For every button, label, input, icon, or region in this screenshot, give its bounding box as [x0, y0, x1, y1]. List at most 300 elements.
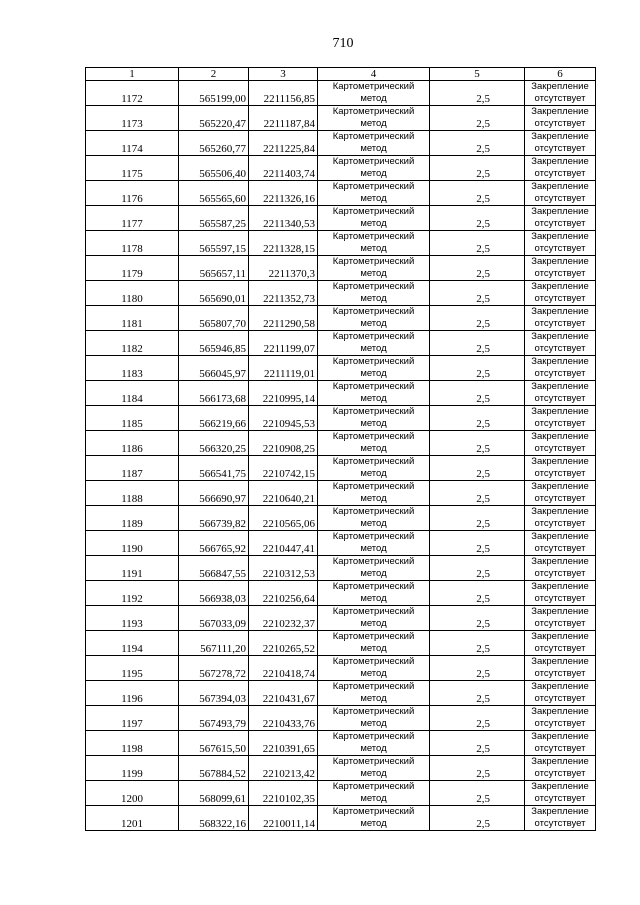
y-coordinate-cell: 2210011,14	[249, 806, 318, 831]
fixation-text-line: отсутствует	[534, 118, 586, 129]
method-cell	[318, 381, 430, 406]
fixation-cell	[525, 206, 596, 231]
point-number-cell: 1173	[86, 106, 179, 131]
x-coordinate-cell: 567394,03	[179, 681, 249, 706]
method-text-line: метод	[360, 193, 387, 204]
x-coordinate-cell: 567111,20	[179, 631, 249, 656]
y-coordinate-cell: 2211340,53	[249, 206, 318, 231]
method-text-line: метод	[360, 168, 387, 179]
fixation-text-line: Закрепление	[531, 281, 589, 292]
point-number-cell: 1193	[86, 606, 179, 631]
fixation-text-line: отсутствует	[534, 493, 586, 504]
y-coordinate-cell: 2210433,76	[249, 706, 318, 731]
accuracy-cell: 2,5	[430, 306, 525, 331]
x-coordinate-cell: 565807,70	[179, 306, 249, 331]
method-text-line: Картометрический	[332, 406, 415, 417]
accuracy-cell: 2,5	[430, 206, 525, 231]
method-text-line: Картометрический	[332, 606, 415, 617]
method-text-line: Картометрический	[332, 256, 415, 267]
y-coordinate-cell: 2210995,14	[249, 381, 318, 406]
y-coordinate-cell: 2210213,42	[249, 756, 318, 781]
method-text-line: метод	[360, 368, 387, 379]
point-number-cell: 1176	[86, 181, 179, 206]
point-number-cell: 1192	[86, 581, 179, 606]
x-coordinate-cell: 567615,50	[179, 731, 249, 756]
fixation-text-line: отсутствует	[534, 143, 586, 154]
method-cell	[318, 656, 430, 681]
fixation-text-line: Закрепление	[531, 106, 589, 117]
method-text-line: метод	[360, 393, 387, 404]
x-coordinate-cell: 565657,11	[179, 256, 249, 281]
method-text-line: метод	[360, 618, 387, 629]
accuracy-cell: 2,5	[430, 556, 525, 581]
fixation-text-line: Закрепление	[531, 81, 589, 92]
fixation-text-line: Закрепление	[531, 306, 589, 317]
fixation-cell	[525, 706, 596, 731]
table-row	[86, 531, 596, 556]
method-text-line: Картометрический	[332, 506, 415, 517]
x-coordinate-cell: 565260,77	[179, 131, 249, 156]
fixation-text-line: отсутствует	[534, 743, 586, 754]
fixation-text-line: отсутствует	[534, 193, 586, 204]
method-text-line: метод	[360, 443, 387, 454]
method-text-line: метод	[360, 268, 387, 279]
method-text-line: метод	[360, 343, 387, 354]
method-text-line: Картометрический	[332, 531, 415, 542]
y-coordinate-cell: 2210565,06	[249, 506, 318, 531]
method-text-line: метод	[360, 593, 387, 604]
accuracy-cell: 2,5	[430, 631, 525, 656]
x-coordinate-cell: 568322,16	[179, 806, 249, 831]
table-row	[86, 606, 596, 631]
accuracy-cell: 2,5	[430, 381, 525, 406]
fixation-text-line: отсутствует	[534, 793, 586, 804]
x-coordinate-cell: 568099,61	[179, 781, 249, 806]
point-number-cell: 1194	[86, 631, 179, 656]
accuracy-cell: 2,5	[430, 431, 525, 456]
fixation-cell	[525, 631, 596, 656]
y-coordinate-cell: 2211370,3	[249, 256, 318, 281]
method-text-line: Картометрический	[332, 206, 415, 217]
fixation-cell	[525, 131, 596, 156]
fixation-text-line: Закрепление	[531, 731, 589, 742]
fixation-cell	[525, 231, 596, 256]
method-text-line: Картометрический	[332, 106, 415, 117]
accuracy-cell: 2,5	[430, 481, 525, 506]
fixation-text-line: отсутствует	[534, 768, 586, 779]
method-text-line: Картометрический	[332, 181, 415, 192]
fixation-cell	[525, 81, 596, 106]
table-row	[86, 481, 596, 506]
y-coordinate-cell: 2211403,74	[249, 156, 318, 181]
fixation-text-line: отсутствует	[534, 268, 586, 279]
method-text-line: Картометрический	[332, 331, 415, 342]
fixation-text-line: Закрепление	[531, 756, 589, 767]
fixation-text-line: Закрепление	[531, 431, 589, 442]
fixation-text-line: Закрепление	[531, 231, 589, 242]
y-coordinate-cell: 2210256,64	[249, 581, 318, 606]
method-text-line: Картометрический	[332, 431, 415, 442]
x-coordinate-cell: 565597,15	[179, 231, 249, 256]
table-row	[86, 406, 596, 431]
method-cell	[318, 131, 430, 156]
x-coordinate-cell: 565946,85	[179, 331, 249, 356]
table-row	[86, 506, 596, 531]
fixation-text-line: отсутствует	[534, 343, 586, 354]
accuracy-cell: 2,5	[430, 231, 525, 256]
point-number-cell: 1182	[86, 331, 179, 356]
method-text-line: метод	[360, 743, 387, 754]
fixation-cell	[525, 581, 596, 606]
table-row	[86, 581, 596, 606]
accuracy-cell: 2,5	[430, 806, 525, 831]
method-cell	[318, 106, 430, 131]
method-text-line: метод	[360, 468, 387, 479]
accuracy-cell: 2,5	[430, 781, 525, 806]
fixation-text-line: Закрепление	[531, 556, 589, 567]
point-number-cell: 1188	[86, 481, 179, 506]
table-row	[86, 756, 596, 781]
method-text-line: Картометрический	[332, 156, 415, 167]
y-coordinate-cell: 2210431,67	[249, 681, 318, 706]
y-coordinate-cell: 2211225,84	[249, 131, 318, 156]
y-coordinate-cell: 2211328,15	[249, 231, 318, 256]
method-cell	[318, 306, 430, 331]
method-text-line: метод	[360, 293, 387, 304]
method-cell	[318, 531, 430, 556]
fixation-text-line: отсутствует	[534, 718, 586, 729]
fixation-text-line: Закрепление	[531, 806, 589, 817]
method-text-line: метод	[360, 793, 387, 804]
fixation-text-line: Закрепление	[531, 631, 589, 642]
table-row	[86, 806, 596, 831]
point-number-cell: 1172	[86, 81, 179, 106]
y-coordinate-cell: 2210102,35	[249, 781, 318, 806]
point-number-cell: 1200	[86, 781, 179, 806]
method-cell	[318, 731, 430, 756]
fixation-text-line: отсутствует	[534, 643, 586, 654]
accuracy-cell: 2,5	[430, 456, 525, 481]
fixation-text-line: Закрепление	[531, 656, 589, 667]
method-cell	[318, 206, 430, 231]
fixation-text-line: Закрепление	[531, 531, 589, 542]
fixation-cell	[525, 781, 596, 806]
fixation-text-line: Закрепление	[531, 406, 589, 417]
fixation-cell	[525, 431, 596, 456]
accuracy-cell: 2,5	[430, 106, 525, 131]
method-cell	[318, 481, 430, 506]
fixation-text-line: отсутствует	[534, 518, 586, 529]
x-coordinate-cell: 567884,52	[179, 756, 249, 781]
x-coordinate-cell: 566541,75	[179, 456, 249, 481]
accuracy-cell: 2,5	[430, 81, 525, 106]
coordinates-table	[85, 67, 596, 831]
y-coordinate-cell: 2211326,16	[249, 181, 318, 206]
x-coordinate-cell: 567493,79	[179, 706, 249, 731]
method-text-line: метод	[360, 768, 387, 779]
fixation-text-line: Закрепление	[531, 706, 589, 717]
fixation-text-line: отсутствует	[534, 418, 586, 429]
method-cell	[318, 231, 430, 256]
method-text-line: метод	[360, 693, 387, 704]
fixation-text-line: отсутствует	[534, 443, 586, 454]
fixation-text-line: Закрепление	[531, 606, 589, 617]
fixation-text-line: отсутствует	[534, 93, 586, 104]
point-number-cell: 1175	[86, 156, 179, 181]
fixation-cell	[525, 331, 596, 356]
table-row	[86, 181, 596, 206]
accuracy-cell: 2,5	[430, 731, 525, 756]
table-row	[86, 331, 596, 356]
method-text-line: метод	[360, 93, 387, 104]
x-coordinate-cell: 565690,01	[179, 281, 249, 306]
fixation-cell	[525, 406, 596, 431]
method-cell	[318, 81, 430, 106]
fixation-cell	[525, 106, 596, 131]
x-coordinate-cell: 566765,92	[179, 531, 249, 556]
fixation-text-line: Закрепление	[531, 206, 589, 217]
method-cell	[318, 156, 430, 181]
accuracy-cell: 2,5	[430, 531, 525, 556]
y-coordinate-cell: 2210265,52	[249, 631, 318, 656]
table-row	[86, 356, 596, 381]
fixation-text-line: отсутствует	[534, 618, 586, 629]
y-coordinate-cell: 2211156,85	[249, 81, 318, 106]
method-text-line: Картометрический	[332, 731, 415, 742]
method-text-line: метод	[360, 568, 387, 579]
fixation-cell	[525, 756, 596, 781]
method-cell	[318, 406, 430, 431]
accuracy-cell: 2,5	[430, 506, 525, 531]
point-number-cell: 1197	[86, 706, 179, 731]
x-coordinate-cell: 567033,09	[179, 606, 249, 631]
fixation-cell	[525, 456, 596, 481]
fixation-text-line: отсутствует	[534, 593, 586, 604]
fixation-text-line: Закрепление	[531, 156, 589, 167]
y-coordinate-cell: 2211199,07	[249, 331, 318, 356]
method-text-line: метод	[360, 643, 387, 654]
x-coordinate-cell: 565587,25	[179, 206, 249, 231]
method-text-line: метод	[360, 418, 387, 429]
table-row	[86, 281, 596, 306]
fixation-cell	[525, 356, 596, 381]
fixation-text-line: Закрепление	[531, 131, 589, 142]
x-coordinate-cell: 566847,55	[179, 556, 249, 581]
accuracy-cell: 2,5	[430, 606, 525, 631]
method-cell	[318, 256, 430, 281]
point-number-cell: 1196	[86, 681, 179, 706]
y-coordinate-cell: 2210312,53	[249, 556, 318, 581]
table-row	[86, 681, 596, 706]
fixation-cell	[525, 256, 596, 281]
method-text-line: метод	[360, 543, 387, 554]
table-row	[86, 431, 596, 456]
method-cell	[318, 806, 430, 831]
point-number-cell: 1201	[86, 806, 179, 831]
table-row	[86, 631, 596, 656]
method-text-line: Картометрический	[332, 656, 415, 667]
fixation-text-line: отсутствует	[534, 318, 586, 329]
method-cell	[318, 581, 430, 606]
table-row	[86, 556, 596, 581]
method-text-line: Картометрический	[332, 306, 415, 317]
accuracy-cell: 2,5	[430, 156, 525, 181]
fixation-text-line: Закрепление	[531, 181, 589, 192]
accuracy-cell: 2,5	[430, 681, 525, 706]
table-row	[86, 81, 596, 106]
method-text-line: Картометрический	[332, 631, 415, 642]
table-row	[86, 131, 596, 156]
y-coordinate-cell: 2210447,41	[249, 531, 318, 556]
accuracy-cell: 2,5	[430, 281, 525, 306]
table-row	[86, 381, 596, 406]
point-number-cell: 1181	[86, 306, 179, 331]
y-coordinate-cell: 2210640,21	[249, 481, 318, 506]
y-coordinate-cell: 2210908,25	[249, 431, 318, 456]
table-row	[86, 106, 596, 131]
table-row	[86, 231, 596, 256]
x-coordinate-cell: 565199,00	[179, 81, 249, 106]
method-text-line: метод	[360, 668, 387, 679]
fixation-text-line: отсутствует	[534, 543, 586, 554]
fixation-text-line: отсутствует	[534, 668, 586, 679]
method-cell	[318, 431, 430, 456]
method-text-line: метод	[360, 318, 387, 329]
point-number-cell: 1199	[86, 756, 179, 781]
table-row	[86, 456, 596, 481]
point-number-cell: 1183	[86, 356, 179, 381]
point-number-cell: 1186	[86, 431, 179, 456]
method-cell	[318, 706, 430, 731]
table-row	[86, 781, 596, 806]
accuracy-cell: 2,5	[430, 706, 525, 731]
y-coordinate-cell: 2210391,65	[249, 731, 318, 756]
page-number: 710	[332, 36, 354, 51]
x-coordinate-cell: 566320,25	[179, 431, 249, 456]
method-text-line: метод	[360, 118, 387, 129]
point-number-cell: 1185	[86, 406, 179, 431]
fixation-text-line: отсутствует	[534, 693, 586, 704]
table-row	[86, 731, 596, 756]
accuracy-cell: 2,5	[430, 331, 525, 356]
method-cell	[318, 281, 430, 306]
fixation-cell	[525, 481, 596, 506]
method-text-line: метод	[360, 493, 387, 504]
x-coordinate-cell: 565565,60	[179, 181, 249, 206]
y-coordinate-cell: 2211119,01	[249, 356, 318, 381]
x-coordinate-cell: 566045,97	[179, 356, 249, 381]
x-coordinate-cell: 567278,72	[179, 656, 249, 681]
fixation-text-line: Закрепление	[531, 356, 589, 367]
method-text-line: Картометрический	[332, 581, 415, 592]
accuracy-cell: 2,5	[430, 656, 525, 681]
column-header-3: 3	[249, 68, 318, 81]
method-text-line: Картометрический	[332, 356, 415, 367]
method-text-line: метод	[360, 518, 387, 529]
column-header-6: 6	[525, 68, 596, 81]
point-number-cell: 1187	[86, 456, 179, 481]
x-coordinate-cell: 565220,47	[179, 106, 249, 131]
method-text-line: метод	[360, 143, 387, 154]
point-number-cell: 1177	[86, 206, 179, 231]
point-number-cell: 1179	[86, 256, 179, 281]
fixation-text-line: отсутствует	[534, 243, 586, 254]
table-body	[86, 81, 596, 831]
table-row	[86, 256, 596, 281]
fixation-cell	[525, 531, 596, 556]
fixation-text-line: отсутствует	[534, 168, 586, 179]
method-text-line: метод	[360, 218, 387, 229]
x-coordinate-cell: 566173,68	[179, 381, 249, 406]
fixation-text-line: Закрепление	[531, 581, 589, 592]
fixation-text-line: Закрепление	[531, 456, 589, 467]
method-cell	[318, 456, 430, 481]
fixation-text-line: отсутствует	[534, 293, 586, 304]
y-coordinate-cell: 2210232,37	[249, 606, 318, 631]
accuracy-cell: 2,5	[430, 581, 525, 606]
fixation-cell	[525, 656, 596, 681]
x-coordinate-cell: 565506,40	[179, 156, 249, 181]
point-number-cell: 1189	[86, 506, 179, 531]
method-cell	[318, 356, 430, 381]
table-row	[86, 706, 596, 731]
fixation-cell	[525, 681, 596, 706]
y-coordinate-cell: 2210418,74	[249, 656, 318, 681]
accuracy-cell: 2,5	[430, 756, 525, 781]
fixation-text-line: отсутствует	[534, 368, 586, 379]
x-coordinate-cell: 566739,82	[179, 506, 249, 531]
point-number-cell: 1191	[86, 556, 179, 581]
method-text-line: метод	[360, 818, 387, 829]
fixation-text-line: отсутствует	[534, 468, 586, 479]
column-header-5: 5	[430, 68, 525, 81]
fixation-cell	[525, 731, 596, 756]
point-number-cell: 1190	[86, 531, 179, 556]
fixation-cell	[525, 556, 596, 581]
x-coordinate-cell: 566690,97	[179, 481, 249, 506]
point-number-cell: 1174	[86, 131, 179, 156]
method-cell	[318, 631, 430, 656]
method-text-line: Картометрический	[332, 131, 415, 142]
accuracy-cell: 2,5	[430, 406, 525, 431]
method-text-line: метод	[360, 718, 387, 729]
method-cell	[318, 331, 430, 356]
y-coordinate-cell: 2211290,58	[249, 306, 318, 331]
fixation-text-line: отсутствует	[534, 818, 586, 829]
accuracy-cell: 2,5	[430, 256, 525, 281]
point-number-cell: 1180	[86, 281, 179, 306]
fixation-text-line: Закрепление	[531, 681, 589, 692]
fixation-text-line: Закрепление	[531, 331, 589, 342]
table-row	[86, 206, 596, 231]
y-coordinate-cell: 2210945,53	[249, 406, 318, 431]
accuracy-cell: 2,5	[430, 181, 525, 206]
x-coordinate-cell: 566938,03	[179, 581, 249, 606]
method-text-line: Картометрический	[332, 231, 415, 242]
table-row	[86, 156, 596, 181]
method-text-line: Картометрический	[332, 781, 415, 792]
method-text-line: Картометрический	[332, 556, 415, 567]
method-cell	[318, 181, 430, 206]
point-number-cell: 1178	[86, 231, 179, 256]
method-cell	[318, 506, 430, 531]
method-text-line: метод	[360, 243, 387, 254]
fixation-text-line: отсутствует	[534, 568, 586, 579]
point-number-cell: 1195	[86, 656, 179, 681]
fixation-text-line: Закрепление	[531, 506, 589, 517]
fixation-cell	[525, 306, 596, 331]
fixation-text-line: отсутствует	[534, 218, 586, 229]
